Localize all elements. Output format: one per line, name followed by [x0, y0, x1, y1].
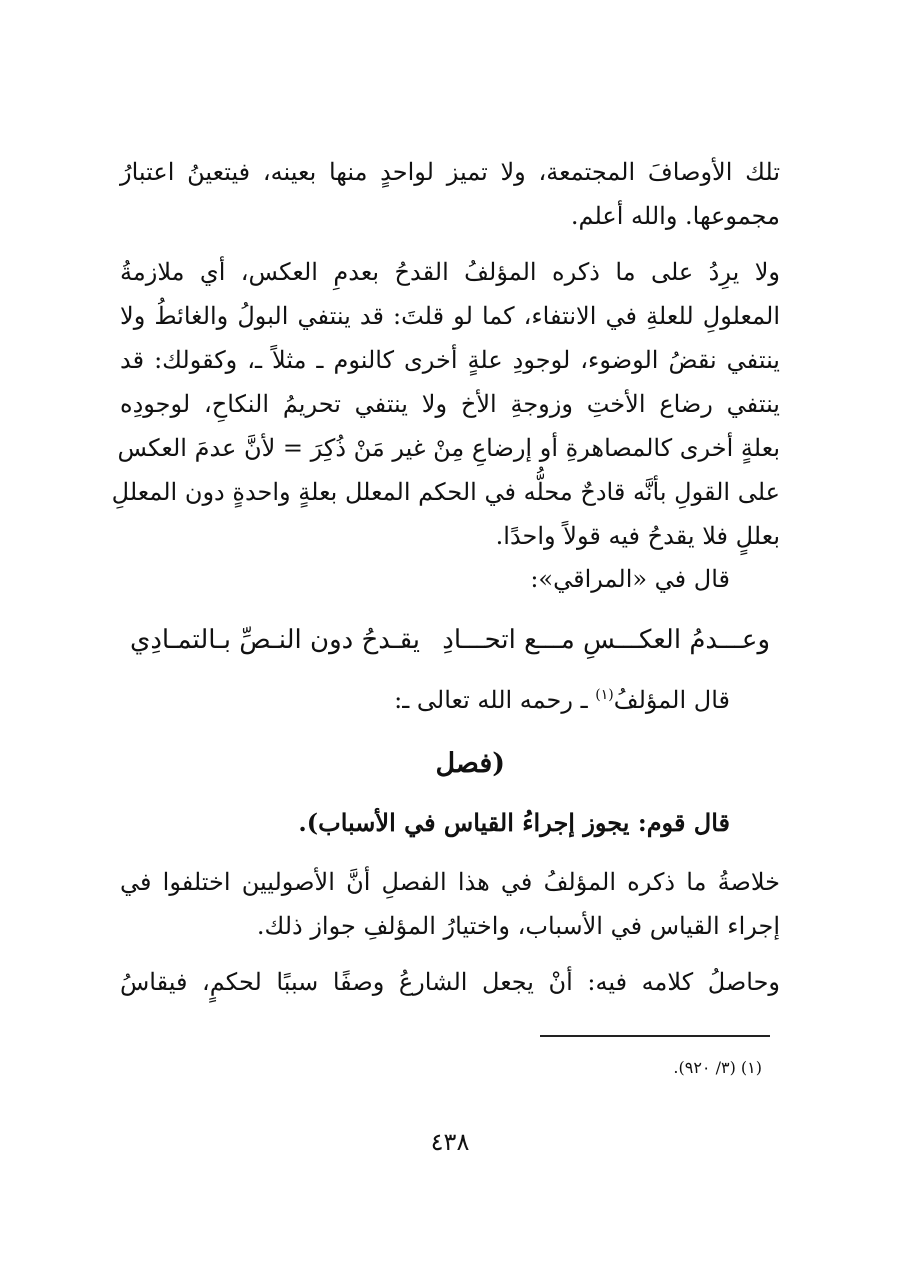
- paragraph-2-line-6: على القولِ بأنَّه قادحٌ محلُّه في الحكم المعلل بعلةٍ واحدةٍ دون المعللِ: [111, 478, 780, 506]
- paragraph-2-line-7: بعللٍ فلا يقدحُ فيه قولاً واحدًا.: [495, 522, 780, 550]
- paragraph-3-line-1: خلاصةُ ما ذكره المؤلفُ في هذا الفصلِ أنَّ الأصوليين اختلفوا في: [120, 868, 780, 896]
- section-title: (فصل: [435, 748, 505, 779]
- page-number: ٤٣٨: [430, 1128, 470, 1156]
- paragraph-2: [111, 250, 780, 558]
- footnote-divider: [540, 1035, 770, 1037]
- paragraph-1-line-1: تلك الأوصافَ المجتمعة، ولا تميز لواحدٍ منها بعينه، فيتعينُ اعتبارُ: [120, 158, 780, 186]
- author-line: [394, 686, 730, 714]
- verse-hemistich-1: وعـــدمُ العكـــسِ مـــع اتحـــادِ: [442, 625, 770, 655]
- footnote: (١) (٣/ ٩٢٠).: [673, 1058, 762, 1077]
- paragraph-4: [120, 960, 780, 1004]
- paragraph-3: [120, 860, 780, 948]
- poetry-verse: [130, 625, 770, 655]
- paragraph-2-line-3: ينتفي نقضُ الوضوء، لوجودِ علةٍ أخرى كالنوم ـ مثلاً ـ، وكقولك: قد: [120, 346, 780, 374]
- paragraph-1: [120, 150, 780, 238]
- author-line-before: قال المؤلفُ: [613, 686, 730, 714]
- rule-statement: قال قوم: يجوز إجراءُ القياس في الأسباب).: [298, 808, 730, 837]
- verse-hemistich-2: يقـدحُ دون النـصِّ بـالتمـادِي: [130, 625, 420, 655]
- paragraph-2-line-5: بعلةٍ أخرى كالمصاهرةِ أو إرضاعِ مِنْ غير مَنْ ذُكِرَ = لأنَّ عدمَ العكس: [117, 434, 780, 462]
- paragraph-2-line-4: ينتفي رضاع الأختِ وزوجةِ الأخ ولا ينتفي تحريمُ النكاحِ، لوجودِه: [120, 390, 780, 418]
- paragraph-2-line-1: ولا يرِدُ على ما ذكره المؤلفُ القدحُ بعدمِ العكس، أي ملازمةُ: [120, 258, 780, 286]
- quote-intro: قال في «المراقي»:: [530, 565, 730, 593]
- paragraph-3-line-2: إجراء القياس في الأسباب، واختيارُ المؤلفِ جواز ذلك.: [256, 912, 780, 940]
- author-line-after: ـ رحمه الله تعالى ـ:: [394, 686, 596, 714]
- paragraph-1-line-2: مجموعها. والله أعلم.: [570, 202, 780, 230]
- paragraph-4-line-1: وحاصلُ كلامه فيه: أنْ يجعل الشارعُ وصفًا سببًا لحكمٍ، فيقاسُ: [120, 968, 780, 996]
- footnote-reference: (١): [595, 687, 614, 703]
- paragraph-2-line-2: المعلولِ للعلةِ في الانتفاء، كما لو قلتَ: قد ينتفي البولُ والغائطُ ولا: [120, 302, 780, 330]
